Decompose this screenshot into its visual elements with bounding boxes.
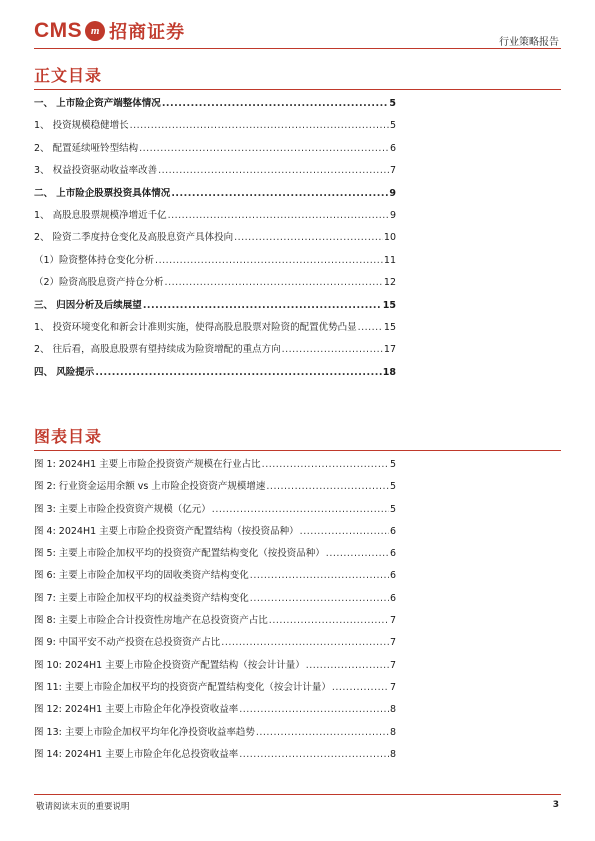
figure-entry-page-number: 8: [389, 748, 396, 760]
figure-entry-page-number: 5: [389, 481, 396, 493]
dot-leader: [306, 660, 389, 671]
dot-leader: [168, 210, 389, 221]
toc-entry[interactable]: [34, 252, 396, 274]
figure-entry[interactable]: [34, 612, 396, 634]
dot-leader: [266, 481, 389, 492]
dot-leader: [171, 188, 388, 199]
figure-entry[interactable]: [34, 701, 396, 723]
figure-entry-label: 图 7: 主要上市险企加权平均的权益类资产结构变化: [34, 592, 249, 604]
figure-entry-page-number: 7: [389, 681, 396, 693]
toc-entry[interactable]: [34, 319, 396, 341]
footer-note: 敬请阅读末页的重要说明: [36, 802, 130, 812]
figure-entry[interactable]: [34, 590, 396, 612]
dot-leader: [234, 232, 383, 243]
footer-divider: [34, 794, 561, 795]
toc-entry-label: 2、 险资二季度持仓变化及高股息资产具体投向: [34, 232, 234, 244]
toc-entry[interactable]: [34, 117, 396, 139]
toc-entry-label: 四、 风险提示: [34, 366, 95, 378]
figure-entry-page-number: 8: [389, 704, 396, 716]
toc-entry-page-number: 7: [389, 165, 396, 177]
toc-entry[interactable]: [34, 95, 396, 117]
toc-entry[interactable]: [34, 207, 396, 229]
figure-entry-page-number: 8: [389, 726, 396, 738]
page-number: 3: [552, 800, 559, 810]
toc-entry-page-number: 10: [383, 232, 396, 244]
dot-leader: [130, 120, 389, 131]
toc-entry[interactable]: [34, 140, 396, 162]
toc-entry-label: 1、 投资规模稳健增长: [34, 120, 129, 132]
dot-leader: [221, 637, 389, 648]
figure-entry[interactable]: [34, 746, 396, 768]
toc-entry-page-number: 6: [389, 142, 396, 154]
figures-title-divider: [34, 450, 561, 451]
dot-leader: [282, 344, 383, 355]
toc-entry-label: 1、 投资环境变化和新会计准则实施，使得高股息股票对险资的配置优势凸显: [34, 321, 357, 333]
dot-leader: [250, 593, 389, 604]
toc-entry[interactable]: [34, 162, 396, 184]
dot-leader: [256, 727, 389, 738]
figure-entry-label: 图 13: 主要上市险企加权平均年化净投资收益率趋势: [34, 726, 255, 738]
toc-entry[interactable]: [34, 229, 396, 251]
toc-entry-page-number: 5: [389, 98, 396, 109]
toc-entry-page-number: 9: [389, 187, 396, 199]
figure-entry-label: 图 12: 2024H1 主要上市险企年化净投资收益率: [34, 704, 239, 716]
figure-entry[interactable]: [34, 679, 396, 701]
figure-entry[interactable]: [34, 456, 396, 478]
figure-entry-page-number: 7: [389, 615, 396, 627]
toc-entry[interactable]: [34, 274, 396, 296]
dot-leader: [358, 322, 383, 333]
dot-leader: [262, 459, 389, 470]
dot-leader: [139, 143, 389, 154]
company-logo: [34, 18, 185, 44]
toc-entry-label: （2）险资高股息资产持仓分析: [34, 277, 164, 289]
dot-leader: [162, 98, 389, 109]
figure-entry-label: 图 10: 2024H1 主要上市险企投资资产配置结构（按会计计量）: [34, 659, 305, 671]
figure-entry-label: 图 2: 行业资金运用余额 vs 上市险企投资资产规模增速: [34, 481, 266, 493]
figure-entry-page-number: 6: [389, 525, 396, 537]
figure-entry[interactable]: [34, 567, 396, 589]
toc-entry-label: 2、 往后看，高股息股票有望持续成为险资增配的重点方向: [34, 344, 281, 356]
dot-leader: [95, 367, 381, 378]
dot-leader: [165, 277, 383, 288]
toc-entry-page-number: 9: [389, 209, 396, 221]
toc-entry-page-number: 15: [383, 321, 396, 333]
figure-entry-page-number: 6: [389, 570, 396, 582]
toc-list: [34, 95, 396, 386]
toc-entry-page-number: 18: [382, 366, 396, 378]
toc-entry-page-number: 5: [389, 120, 396, 132]
dot-leader: [250, 570, 389, 581]
toc-entry-label: 2、 配置延续哑铃型结构: [34, 142, 139, 154]
toc-entry-label: 一、 上市险企资产端整体情况: [34, 98, 161, 109]
figure-entry-label: 图 9: 中国平安不动产投资在总投资资产占比: [34, 637, 221, 649]
figure-entry[interactable]: [34, 478, 396, 500]
figure-entry[interactable]: [34, 724, 396, 746]
figure-entry-label: 图 1: 2024H1 主要上市险企投资资产规模在行业占比: [34, 459, 261, 470]
figure-entry-label: 图 3: 主要上市险企投资资产规模（亿元）: [34, 503, 211, 515]
figure-entry[interactable]: [34, 501, 396, 523]
figure-entry-label: 图 6: 主要上市险企加权平均的固收类资产结构变化: [34, 570, 249, 582]
figure-entry-page-number: 5: [389, 459, 396, 470]
report-type-label: 行业策略报告: [499, 37, 559, 48]
figure-entry-label: 图 8: 主要上市险企合计投资性房地产在总投资资产占比: [34, 615, 268, 627]
page-header: [0, 0, 595, 56]
toc-entry-label: 三、 归因分析及后续展望: [34, 299, 142, 311]
figure-entry-page-number: 6: [389, 548, 396, 560]
dot-leader: [300, 526, 389, 537]
toc-title: 正文目录: [34, 66, 103, 85]
dot-leader: [269, 615, 389, 626]
header-divider: [34, 48, 561, 49]
toc-entry-page-number: 12: [383, 277, 396, 289]
dot-leader: [158, 165, 389, 176]
toc-entry-label: （1）险资整体持仓变化分析: [34, 254, 155, 266]
dot-leader: [143, 300, 382, 311]
toc-entry-label: 1、 高股息股票规模净增近千亿: [34, 209, 167, 221]
figure-entry-label: 图 11: 主要上市险企加权平均的投资资产配置结构变化（按会计计量）: [34, 681, 331, 693]
figure-entry-label: 图 5: 主要上市险企加权平均的投资资产配置结构变化（按投资品种）: [34, 548, 325, 560]
dot-leader: [212, 504, 389, 515]
logo-chinese-text: 招商证券: [109, 22, 186, 43]
toc-entry-page-number: 11: [383, 254, 396, 266]
figures-list: [34, 456, 396, 768]
toc-entry[interactable]: [34, 364, 396, 386]
figure-entry-page-number: 6: [389, 592, 396, 604]
toc-entry[interactable]: [34, 297, 396, 319]
dot-leader: [239, 749, 389, 760]
toc-entry-label: 二、 上市险企股票投资具体情况: [34, 187, 171, 199]
figures-title: 图表目录: [34, 427, 103, 446]
figure-entry[interactable]: [34, 657, 396, 679]
figure-entry[interactable]: [34, 545, 396, 567]
dot-leader: [239, 704, 389, 715]
figure-entry-label: 图 14: 2024H1 主要上市险企年化总投资收益率: [34, 748, 239, 760]
toc-title-divider: [34, 89, 561, 90]
figure-entry-label: 图 4: 2024H1 主要上市险企投资资产配置结构（按投资品种）: [34, 525, 299, 537]
toc-entry[interactable]: [34, 341, 396, 363]
dot-leader: [155, 255, 383, 266]
dot-leader: [326, 548, 389, 559]
figure-entry-page-number: 5: [389, 503, 396, 515]
figure-entry-page-number: 7: [389, 659, 396, 671]
logo-mark-icon: m: [85, 21, 105, 41]
toc-entry[interactable]: [34, 185, 396, 207]
figure-entry[interactable]: [34, 523, 396, 545]
toc-entry-label: 3、 权益投资驱动收益率改善: [34, 165, 158, 177]
logo-cms-text: CMS: [34, 19, 83, 42]
toc-entry-page-number: 17: [383, 344, 396, 356]
figure-entry-page-number: 7: [389, 637, 396, 649]
toc-entry-page-number: 15: [382, 299, 396, 311]
dot-leader: [332, 682, 389, 693]
figure-entry[interactable]: [34, 634, 396, 656]
